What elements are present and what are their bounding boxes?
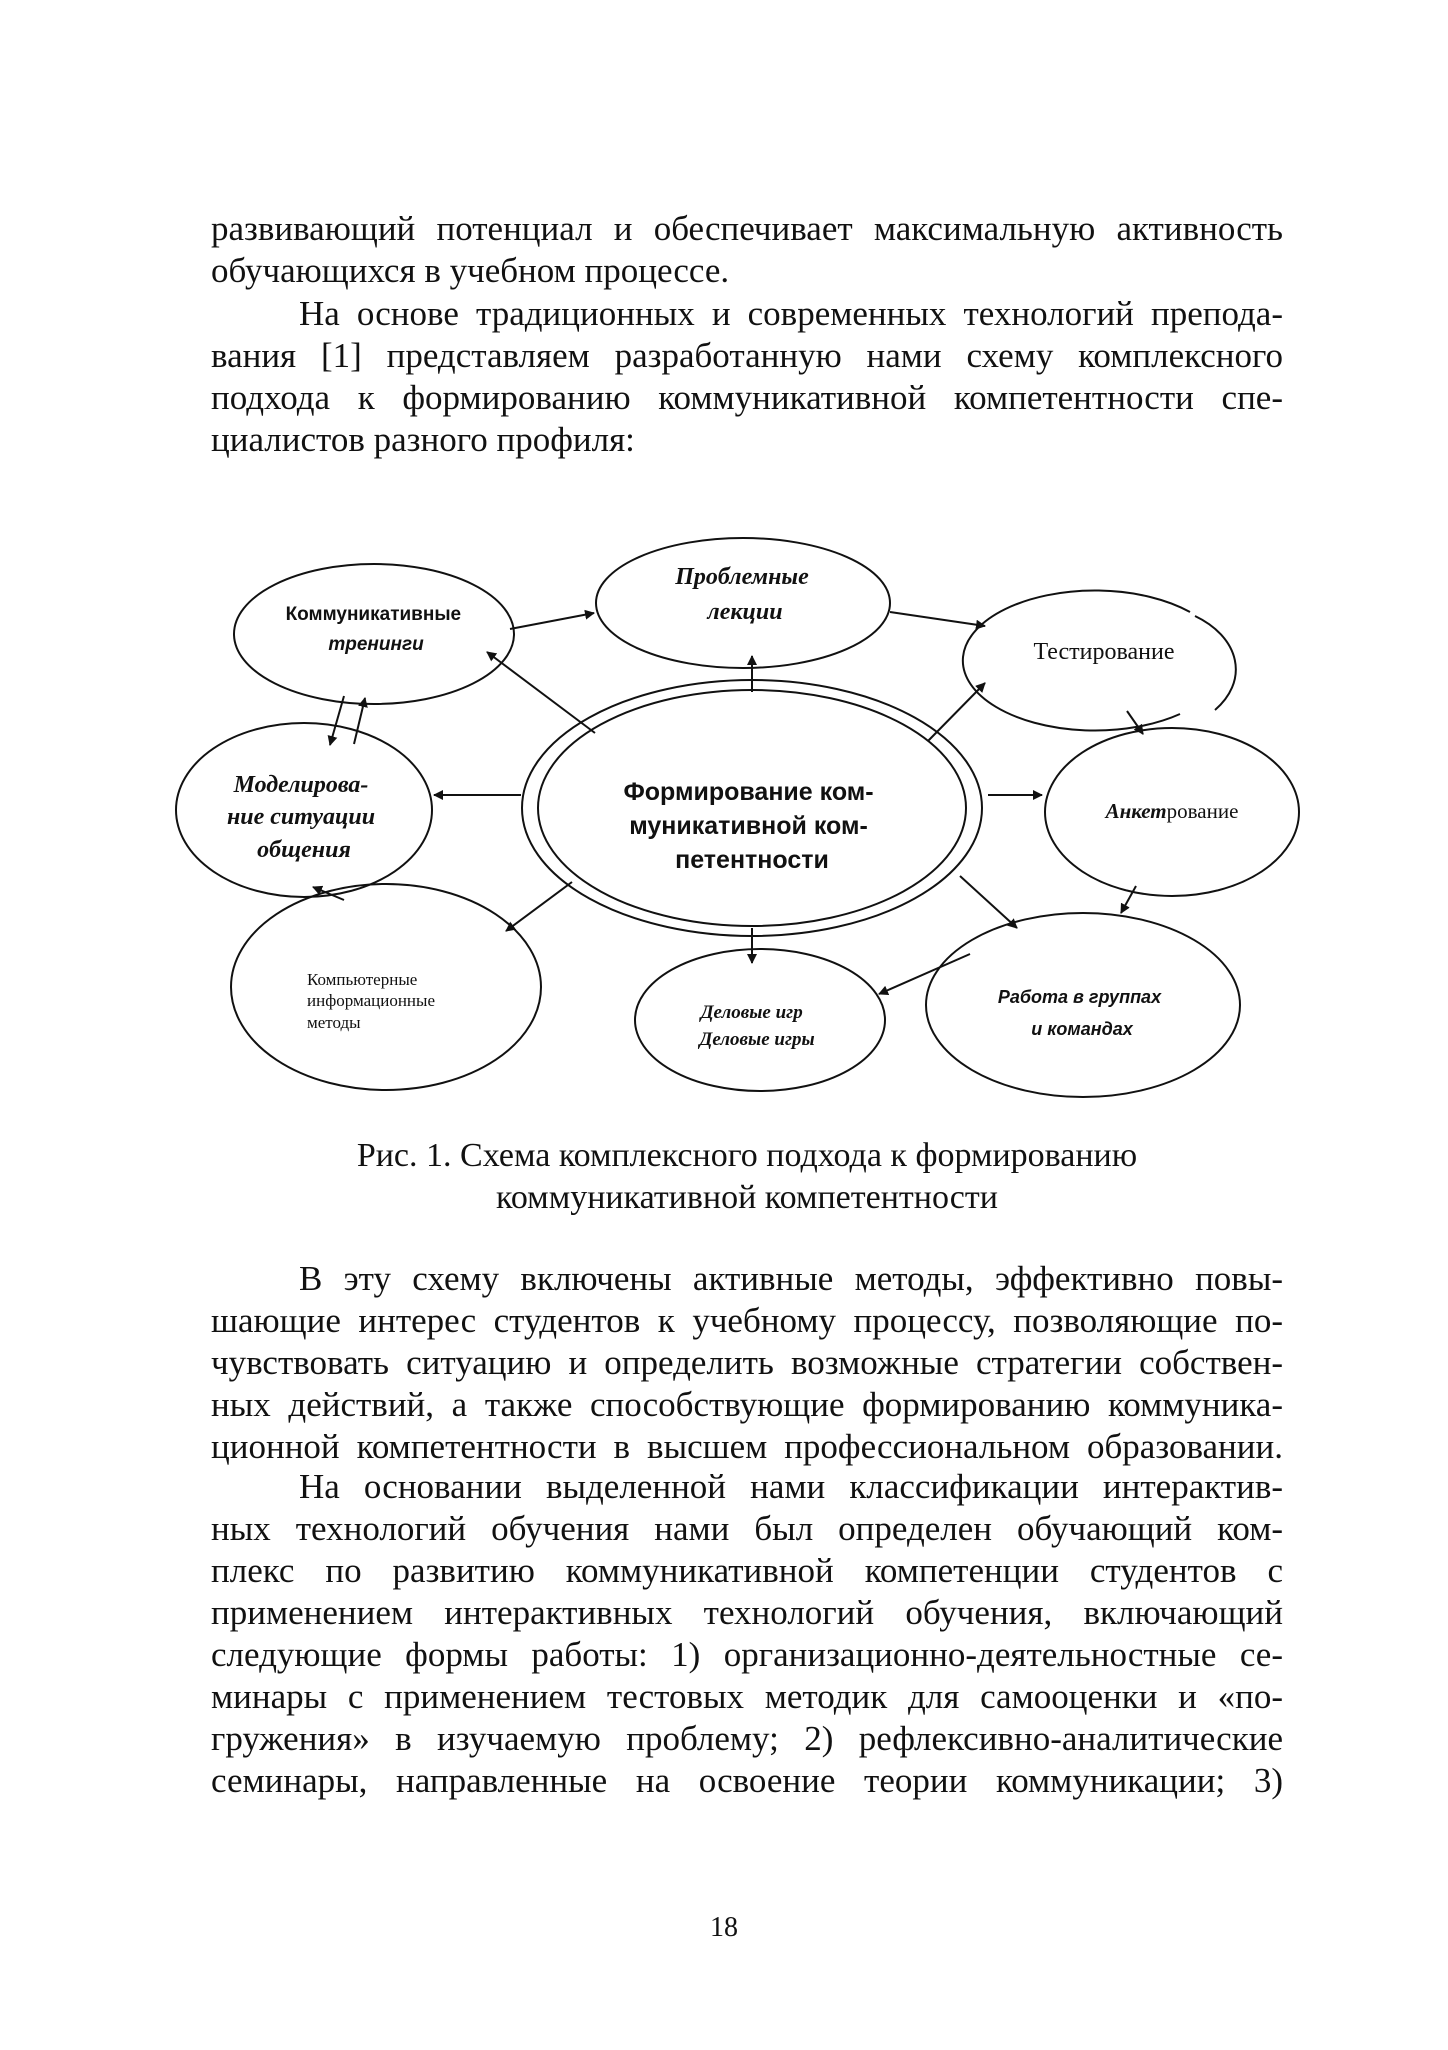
text-line: следующие формы работы: 1) организационно-деятельностные се- [211, 1635, 1283, 1674]
text-line: На основании выделенной нами классификации интерактив- [299, 1467, 1283, 1506]
text-line: На основе традиционных и современных технологий препода- [299, 294, 1283, 333]
arrow-center-to-testing [928, 683, 985, 741]
text-line: ционной компетентности в высшем профессиональном образовании. [211, 1427, 1283, 1466]
arrow-center-to-computer [506, 882, 572, 931]
trainings-label: Коммуникативные тренинги [285, 604, 462, 655]
paragraph-active-methods [211, 1258, 1283, 1468]
arrow-modeling-to-trainings [354, 698, 365, 744]
center-inner-ellipse [538, 690, 966, 926]
text-line: минары с применением тестовых методик для самооценки и «по- [211, 1677, 1283, 1716]
modeling-label: Моделирова- ние ситуации общения [226, 772, 376, 863]
caption-line: Рис. 1. Схема комплексного подхода к формированию [356, 1137, 1138, 1174]
testing-label: Тестирование [1033, 639, 1175, 665]
arrow-testing-to-survey [1127, 711, 1143, 734]
paragraph-training-complex [211, 1466, 1283, 1802]
text-line: вания [1] представляем разработанную нами схему комплексного [211, 336, 1283, 375]
caption-line: коммуникативной компетентности [496, 1179, 998, 1216]
arrow-center-to-groups [960, 876, 1017, 928]
text-line: циалистов разного профиля: [211, 420, 635, 459]
text-line: шающие интерес студентов к учебному процессу, позволяющие по- [211, 1301, 1283, 1340]
text-line: ных действий, а также способствующие формированию коммуника- [211, 1385, 1283, 1424]
figure-caption [211, 1135, 1283, 1219]
arrow-groups-to-games [879, 954, 970, 994]
text-line: обучающихся в учебном процессе. [211, 251, 730, 290]
games-label: Деловые игр Деловые игры [699, 1002, 815, 1050]
arrow-lectures-to-testing [890, 612, 985, 626]
arrow-center-to-trainings [487, 652, 595, 733]
text-line: чувствовать ситуацию и определить возможные стратегии собствен- [211, 1343, 1283, 1382]
text-line: развивающий потенциал и обеспечивает максимальную активность [211, 209, 1283, 248]
text-line: применением интерактивных технологий обучения, включающий [211, 1593, 1283, 1632]
text-line: ных технологий обучения нами был определен обучающий ком- [211, 1509, 1283, 1548]
text-line: семинары, направленные на освоение теории коммуникации; 3) [211, 1761, 1283, 1800]
text-line: В эту схему включены активные методы, эффективно повы- [299, 1259, 1283, 1298]
lectures-label: Проблемные лекции [675, 564, 809, 625]
groups-label: Работа в группах и командах [997, 987, 1162, 1039]
arrow-trainings-to-modeling [330, 696, 344, 745]
text-line: подхода к формированию коммуникативной компетентности спе- [211, 378, 1283, 417]
survey-label: Анкетрование [1105, 799, 1239, 823]
text-line: гружения» в изучаемую проблему; 2) рефлексивно-аналитические [211, 1719, 1283, 1758]
arrow-trainings-to-lectures [510, 613, 594, 629]
page-number: 18 [710, 1912, 738, 1943]
computer-label: Компьютерные информационные методы [307, 970, 435, 1032]
text-line: плекс по развитию коммуникативной компетенции студентов с [211, 1551, 1283, 1590]
center-label: Формирование ком- муникативной ком- петентности [623, 778, 874, 874]
center-outer-ellipse [522, 680, 982, 936]
